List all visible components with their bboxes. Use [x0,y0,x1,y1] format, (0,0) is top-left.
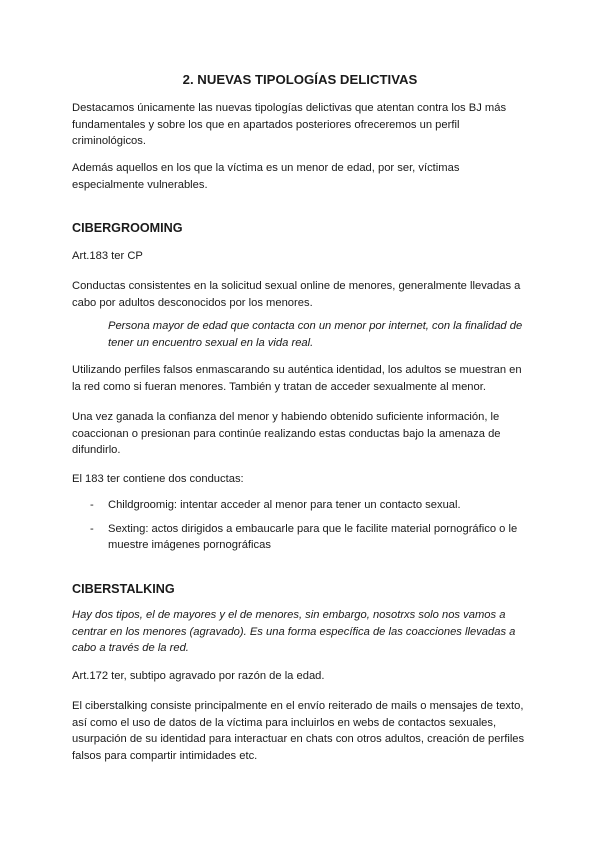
cibergrooming-paragraph-1: Utilizando perfiles falsos enmascarando su auténtica identidad, los adultos se muestran en la red como si fueran menores. También y tratan de acceder sexualmente al menor. [72,364,522,393]
cibergrooming-paragraph-2: Una vez ganada la confianza del menor y habiendo obtenido suficiente información, le coaccionan o presionan para continúe realizando estas conductas bajo la amenaza de difundirlo. [72,411,501,457]
ciberstalking-heading: CIBERSTALKING [72,582,175,596]
list-item: - Sexting: actos dirigidos a embaucarle para que le facilite material pornográfico o le muestre imágenes pornográficas [90,521,528,554]
cibergrooming-heading: CIBERGROOMING [72,221,183,235]
cibergrooming-conducts-intro: El 183 ter contiene dos conductas: [72,473,244,485]
ciberstalking-article: Art.172 ter, subtipo agravado por razón de la edad. [72,670,325,682]
cibergrooming-conducts-list [90,497,528,554]
page-title: 2. NUEVAS TIPOLOGÍAS DELICTIVAS [182,72,418,87]
cibergrooming-definition: Conductas consistentes en la solicitud sexual online de menores, generalmente llevadas a cabo por adultos desconocidos por los menores. [72,280,521,309]
intro-paragraph-1: Destacamos únicamente las nuevas tipologías delictivas que atentan contra los BJ más fundamentales y sobre los que en apartados posteriores ofreceremos un perfil criminológicos. [72,102,507,148]
list-item: - Childgroomig: intentar acceder al menor para tener un contacto sexual. [90,497,528,514]
ciberstalking-note: Hay dos tipos, el de mayores y el de menores, sin embargo, nosotrxs solo nos vamos a centrar en los menores (agravado). Es una forma específica de las coacciones llevadas a cabo a través de la red. [72,609,516,655]
cibergrooming-article: Art.183 ter CP [72,250,143,262]
cibergrooming-quote: Persona mayor de edad que contacta con un menor por internet, con la finalidad de tener un encuentro sexual en la vida real. [108,320,523,349]
intro-paragraph-2: Además aquellos en los que la víctima es un menor de edad, por ser, víctimas especialmente vulnerables. [72,162,460,191]
ciberstalking-description: El ciberstalking consiste principalmente en el envío reiterado de mails o mensajes de texto, así como el uso de datos de la víctima para incluirlos en webs de contactos sexuales, usurpación de su identidad para interactuar en chats con otros adultos, creación de perfiles falsos para compartir intimidades etc. [72,700,525,762]
